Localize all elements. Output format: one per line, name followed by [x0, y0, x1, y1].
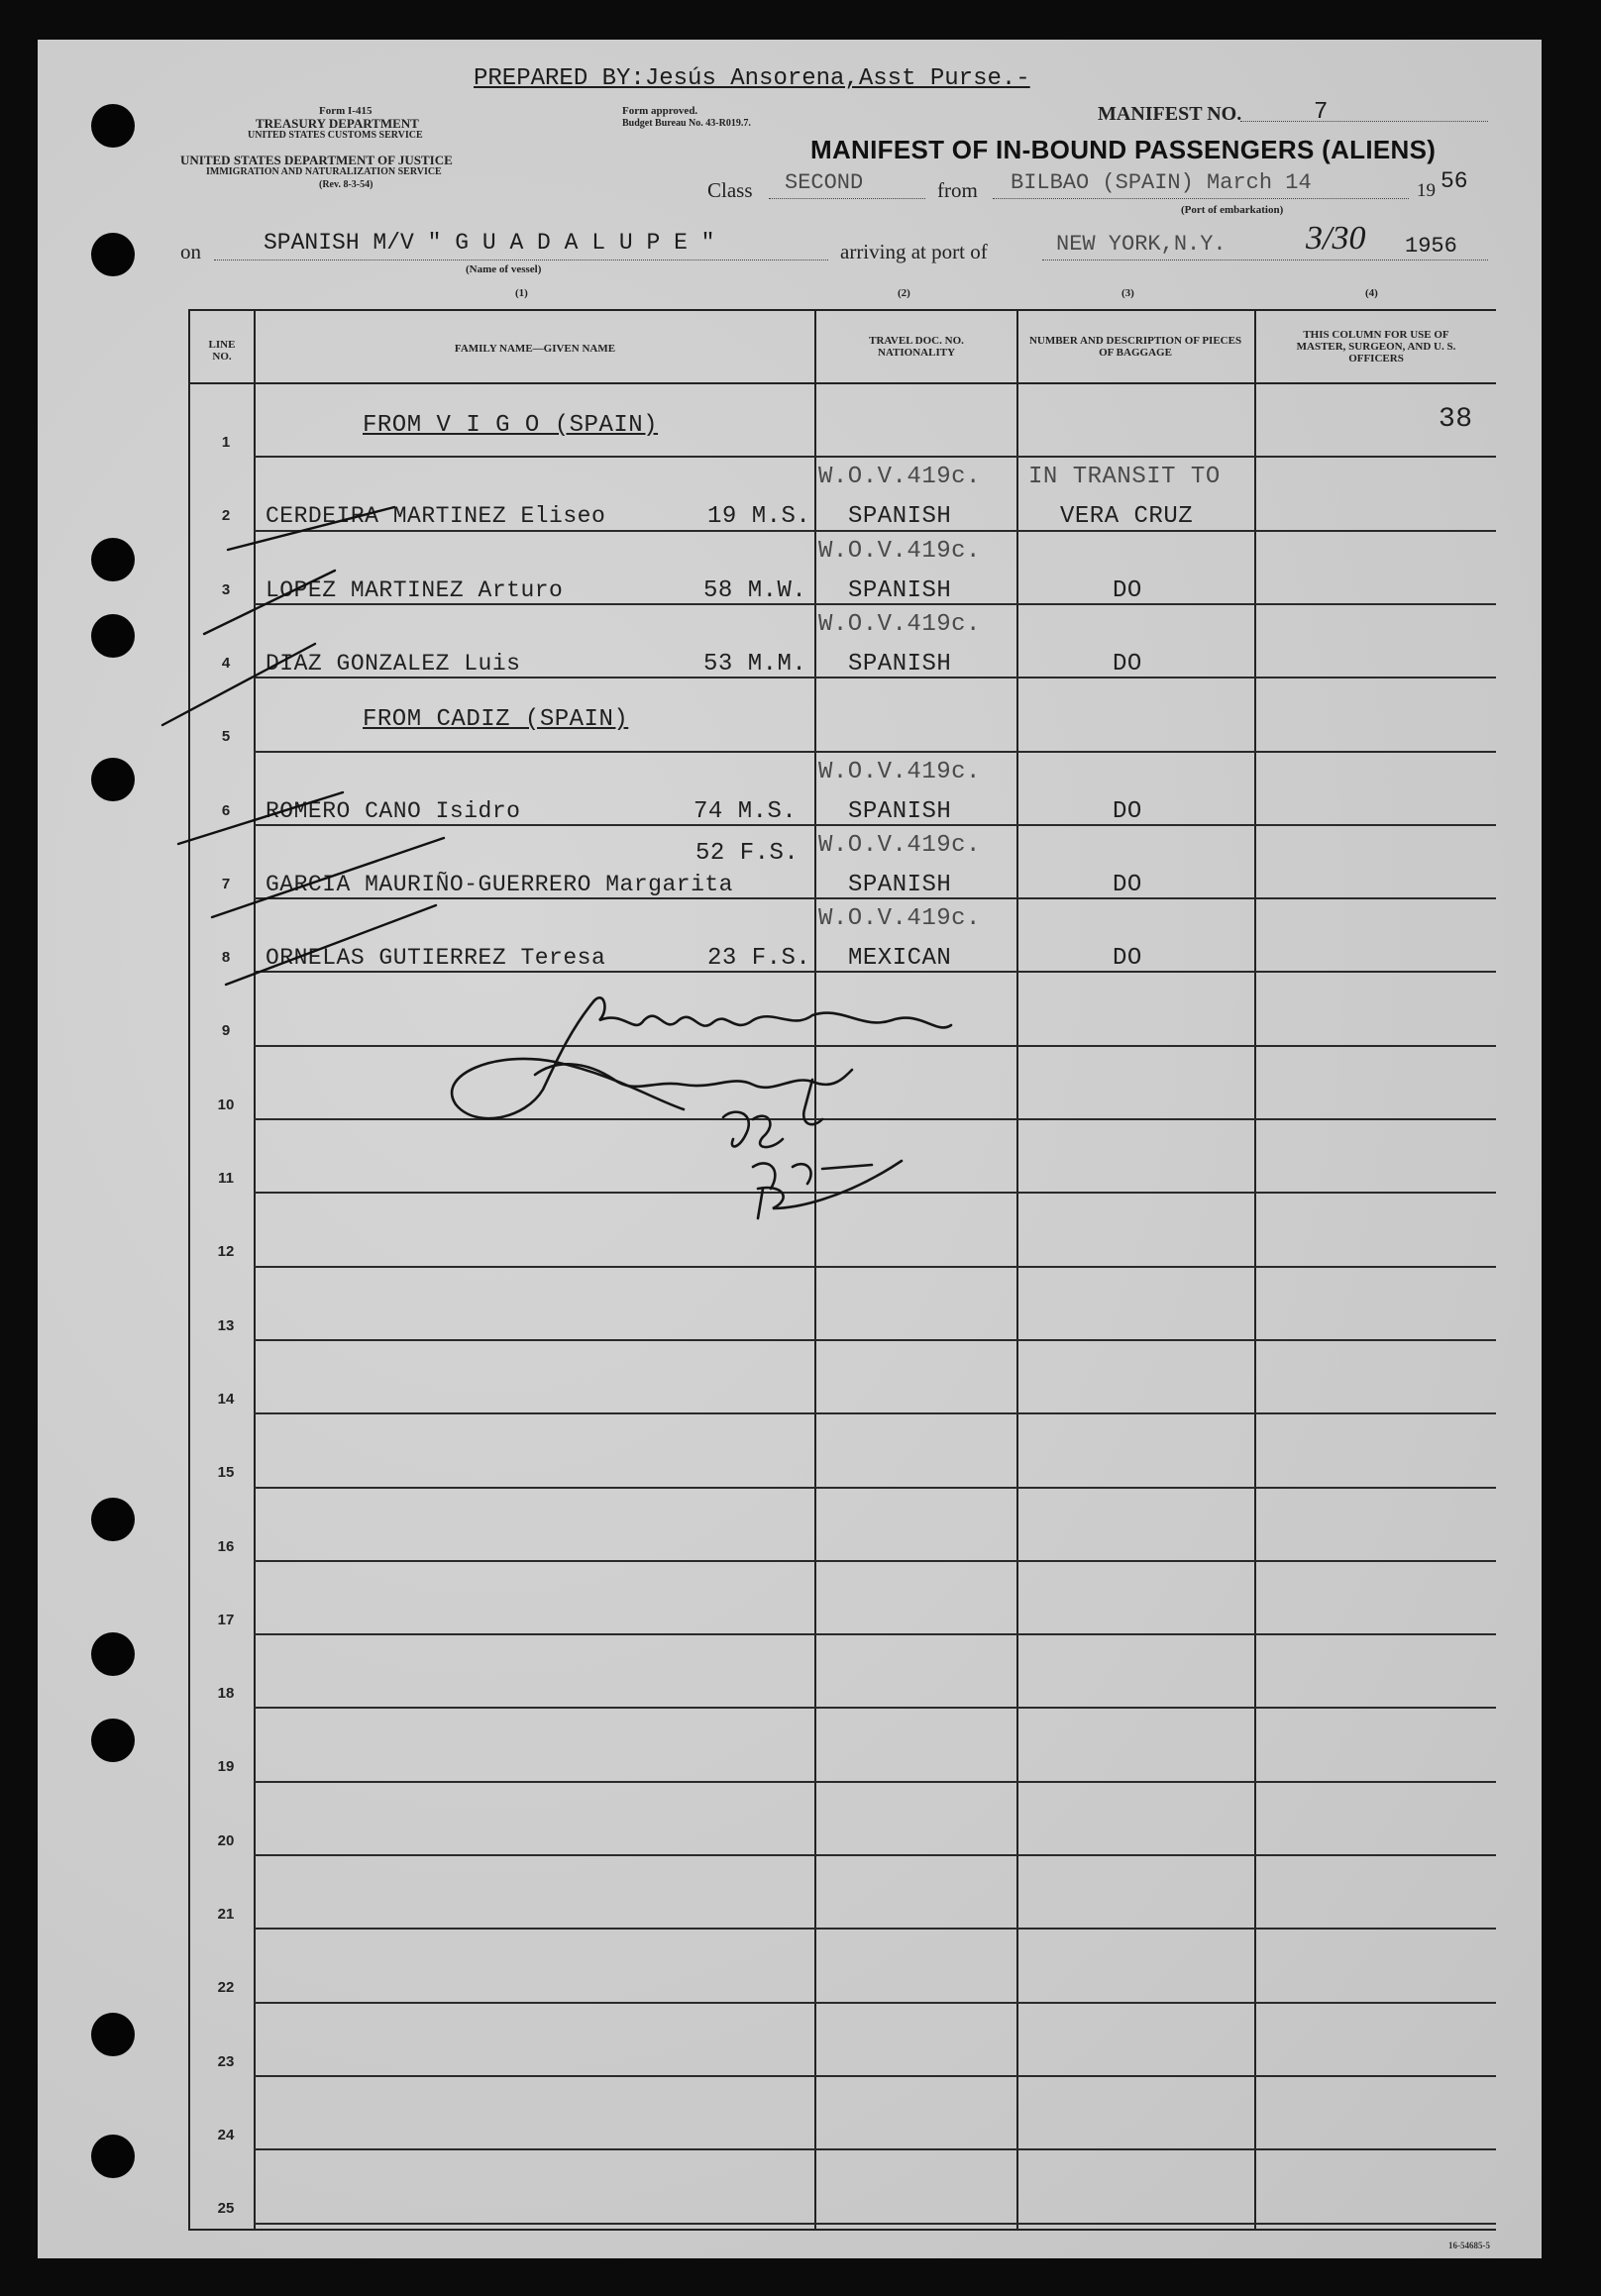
- passenger-name: ORNELAS GUTIERREZ Teresa: [266, 945, 606, 972]
- port-embark-caption: (Port of embarkation): [1181, 204, 1284, 216]
- line-number: 9: [221, 1022, 231, 1040]
- age-sex-status: 52 F.S.: [695, 839, 800, 867]
- line-number: 5: [221, 728, 231, 746]
- passenger-name: DIAZ GONZALEZ Luis: [266, 650, 521, 677]
- age-sex-status: 23 F.S.: [707, 945, 811, 973]
- travel-document: W.O.V.419c.: [818, 610, 981, 638]
- line-number: 24: [217, 2126, 235, 2143]
- year-prefix: 19: [1417, 180, 1436, 201]
- form-number: Form I-415: [319, 105, 373, 117]
- line-number: 18: [217, 1685, 235, 1703]
- section-heading: FROM CADIZ (SPAIN): [363, 706, 629, 734]
- age-sex-status: 74 M.S.: [694, 797, 798, 825]
- class-value: SECOND: [785, 170, 864, 195]
- nationality: SPANISH: [848, 871, 952, 898]
- line-number: 2: [221, 507, 231, 525]
- line-number: 6: [221, 801, 231, 819]
- travel-document: W.O.V.419c.: [818, 464, 981, 491]
- passenger-name: LOPEZ MARTINEZ Arturo: [266, 576, 564, 603]
- line-number: 23: [217, 2052, 235, 2070]
- line-number: 4: [221, 654, 231, 672]
- cancel-stroke: [228, 507, 394, 550]
- column-number-2: (2): [898, 287, 910, 299]
- form-print-code: 16-54685-5: [1448, 2241, 1490, 2250]
- line-number: 3: [221, 580, 231, 598]
- prepared-by: PREPARED BY:Jesús Ansorena,Asst Purse.-: [474, 65, 1030, 92]
- revision-date: (Rev. 8-3-54): [319, 179, 374, 190]
- nationality: SPANISH: [848, 503, 952, 531]
- line-number: 15: [217, 1464, 235, 1482]
- baggage-description: DO: [1113, 797, 1142, 825]
- line-number: 19: [217, 1758, 235, 1776]
- passenger-name: ROMERO CANO Isidro: [266, 797, 521, 824]
- from-label: from: [937, 178, 978, 202]
- column-header-travel-doc: TRAVEL DOC. NO. NATIONALITY: [869, 335, 964, 359]
- column-header-name: FAMILY NAME—GIVEN NAME: [454, 343, 616, 355]
- baggage-description: DO: [1113, 650, 1142, 678]
- section-heading: FROM V I G O (SPAIN): [363, 412, 659, 439]
- treasury-dept: TREASURY DEPARTMENT: [256, 116, 419, 131]
- column-number-3: (3): [1121, 287, 1134, 299]
- baggage-description: DO: [1113, 576, 1142, 604]
- line-number: 12: [217, 1243, 235, 1261]
- baggage-description: DO: [1113, 871, 1142, 898]
- manifest-no-label: MANIFEST NO.: [1098, 103, 1242, 125]
- column-header-baggage: NUMBER AND DESCRIPTION OF PIECES OF BAGGAGE: [1028, 335, 1242, 359]
- cancel-stroke: [204, 571, 335, 634]
- doj-label: UNITED STATES DEPARTMENT OF JUSTICE: [180, 153, 453, 167]
- baggage-description: VERA CRUZ: [1060, 503, 1194, 531]
- age-sex-status: 53 M.M.: [703, 650, 807, 678]
- baggage-note: IN TRANSIT TO: [1028, 464, 1221, 491]
- year-suffix: 56: [1441, 168, 1468, 194]
- class-label: Class: [707, 178, 753, 202]
- travel-document: W.O.V.419c.: [818, 905, 981, 933]
- nationality: SPANISH: [848, 797, 952, 825]
- manifest-no-value: 7: [1314, 99, 1329, 126]
- passenger-name: GARCIA MAURIÑO-GUERRERO Margarita: [266, 871, 733, 897]
- arrival-year: 1956: [1405, 234, 1457, 259]
- line-number: 8: [221, 949, 231, 967]
- line-number: 14: [217, 1390, 235, 1408]
- column-header-officers: THIS COLUMN FOR USE OF MASTER, SURGEON, AND U. S. OFFICERS: [1296, 329, 1456, 365]
- line-number: 25: [217, 2200, 235, 2218]
- form-approved: Form approved.: [622, 105, 698, 117]
- page-title: MANIFEST OF IN-BOUND PASSENGERS (ALIENS): [810, 135, 1437, 164]
- travel-document: W.O.V.419c.: [818, 758, 981, 785]
- age-sex-status: 58 M.W.: [703, 576, 807, 604]
- vessel-caption: (Name of vessel): [466, 263, 542, 275]
- line-number: 16: [217, 1537, 235, 1555]
- line-number: 22: [217, 1979, 235, 1997]
- line-number: 21: [217, 1906, 235, 1923]
- customs-service: UNITED STATES CUSTOMS SERVICE: [248, 130, 423, 141]
- nationality: SPANISH: [848, 576, 952, 604]
- travel-document: W.O.V.419c.: [818, 537, 981, 565]
- officer-count: 38: [1439, 404, 1473, 435]
- cancel-stroke: [212, 838, 444, 917]
- line-number: 10: [217, 1096, 235, 1113]
- age-sex-status: 19 M.S.: [707, 503, 811, 531]
- line-number: 1: [221, 434, 231, 451]
- column-number-4: (4): [1365, 287, 1378, 299]
- on-label: on: [180, 240, 201, 263]
- ins-label: IMMIGRATION AND NATURALIZATION SERVICE: [206, 166, 442, 177]
- nationality: MEXICAN: [848, 945, 952, 973]
- passenger-name: CERDEIRA MARTINEZ Eliseo: [266, 503, 606, 530]
- nationality: SPANISH: [848, 650, 952, 678]
- cancel-stroke: [162, 644, 315, 725]
- column-header-line-no: LINE NO.: [208, 339, 236, 363]
- travel-document: W.O.V.419c.: [818, 831, 981, 859]
- vessel-name: SPANISH M/V " G U A D A L U P E ": [264, 230, 715, 256]
- cancel-stroke: [226, 905, 436, 985]
- cancel-stroke: [178, 792, 343, 844]
- line-number: 17: [217, 1611, 235, 1628]
- line-number: 13: [217, 1316, 235, 1334]
- line-number: 20: [217, 1831, 235, 1849]
- line-number: 11: [218, 1170, 234, 1187]
- column-number-1: (1): [515, 287, 528, 299]
- inspector-signature: [452, 997, 951, 1218]
- baggage-description: DO: [1113, 945, 1142, 973]
- line-number: 7: [221, 875, 231, 892]
- arrival-port: NEW YORK,N.Y.: [1056, 232, 1227, 257]
- embarkation-port: BILBAO (SPAIN) March 14: [1011, 170, 1312, 195]
- arriving-label: arriving at port of: [840, 240, 988, 263]
- arrival-date: 3/30: [1306, 220, 1366, 257]
- budget-bureau: Budget Bureau No. 43-R019.7.: [622, 118, 751, 129]
